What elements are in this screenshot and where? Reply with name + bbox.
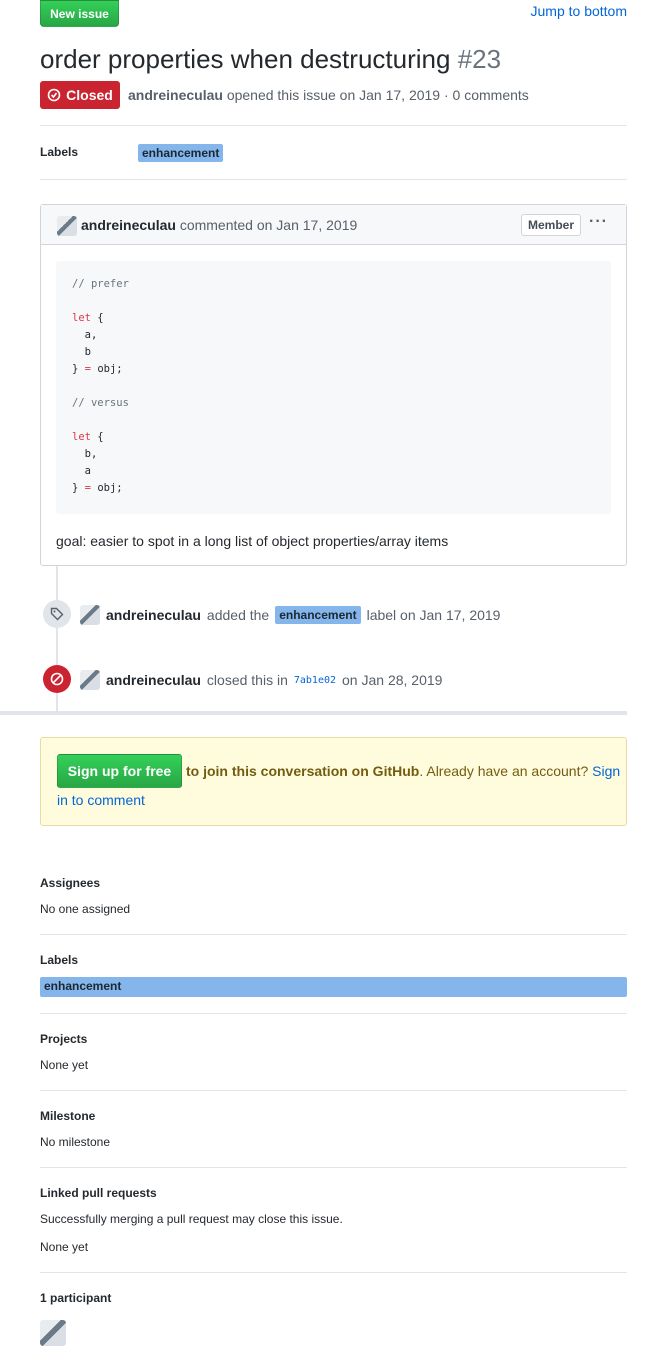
linked-prs-heading[interactable]: Linked pull requests [40,1186,157,1200]
status-label: Closed [66,87,113,103]
code-block: // prefer let { a, b } = obj; // versus let { b, a } = obj; [56,261,611,514]
sign-in-link[interactable]: Sign [592,763,621,779]
label-enhancement[interactable]: enhancement [138,144,223,162]
comment-header [41,205,626,245]
member-badge: Member [521,214,581,236]
avatar[interactable] [80,670,100,690]
issue-meta [128,87,529,103]
divider [40,125,627,126]
event-actor[interactable]: andreineculau [106,672,201,688]
status-badge [40,81,120,109]
new-issue-button[interactable]: New issue [40,0,119,27]
divider [40,1013,627,1014]
timeline-event-closed: andreineculau closed this in 7ab1e02 on Jan 28, 2019 [80,670,442,690]
avatar[interactable] [57,216,77,236]
milestone-value: No milestone [40,1135,111,1149]
assignees-heading[interactable]: Assignees [40,876,101,890]
participants-heading: 1 participant [40,1291,112,1305]
closed-issue-icon [47,88,61,102]
divider [40,1090,627,1091]
comment-box [40,204,627,566]
sign-in-link-continued[interactable]: in to comment [57,792,145,808]
event-actor[interactable]: andreineculau [106,607,201,623]
comment-author[interactable]: andreineculau [81,217,176,233]
issue-title: order properties when destructuring [40,44,451,74]
divider [40,934,627,935]
author-link[interactable]: andreineculau [128,87,223,103]
milestone-heading[interactable]: Milestone [40,1109,96,1123]
signup-message: to join this conversation on GitHub. Already have an account? Sign [186,763,621,779]
more-options-icon[interactable]: ··· [589,213,608,230]
label-enhancement[interactable]: enhancement [275,606,360,624]
jump-to-bottom-link[interactable]: Jump to bottom [530,3,627,19]
projects-value: None yet [40,1058,89,1072]
comment-meta [81,217,357,233]
linked-prs-value: None yet [40,1240,89,1254]
timeline-event-labeled: andreineculau added the enhancement label on Jan 17, 2019 [80,605,500,625]
page-title [40,42,501,76]
tag-icon [43,600,71,628]
assignees-value: No one assigned [40,902,131,916]
sidebar-labels-heading[interactable]: Labels [40,953,79,967]
sign-up-button[interactable]: Sign up for free [57,754,182,788]
commit-sha-link[interactable]: 7ab1e02 [293,674,337,686]
closed-circle-icon [43,665,71,693]
avatar[interactable] [80,605,100,625]
participant-avatar[interactable] [40,1320,66,1346]
sidebar-label-enhancement[interactable]: enhancement [40,977,627,997]
divider [40,1272,627,1273]
comment-body: goal: easier to spot in a long list of object properties/array items [56,533,449,549]
projects-heading[interactable]: Projects [40,1032,88,1046]
comment-action: commented on Jan 17, 2019 [179,217,358,233]
signup-prompt [40,737,627,826]
divider [40,1167,627,1168]
labels-heading: Labels [40,145,79,159]
linked-prs-note: Successfully merging a pull request may close this issue. [40,1212,343,1226]
opened-text: opened this issue on Jan 17, 2019 · 0 comments [226,87,529,103]
divider [40,179,627,180]
issue-number: #23 [457,44,502,74]
timeline-end-divider [0,711,627,715]
